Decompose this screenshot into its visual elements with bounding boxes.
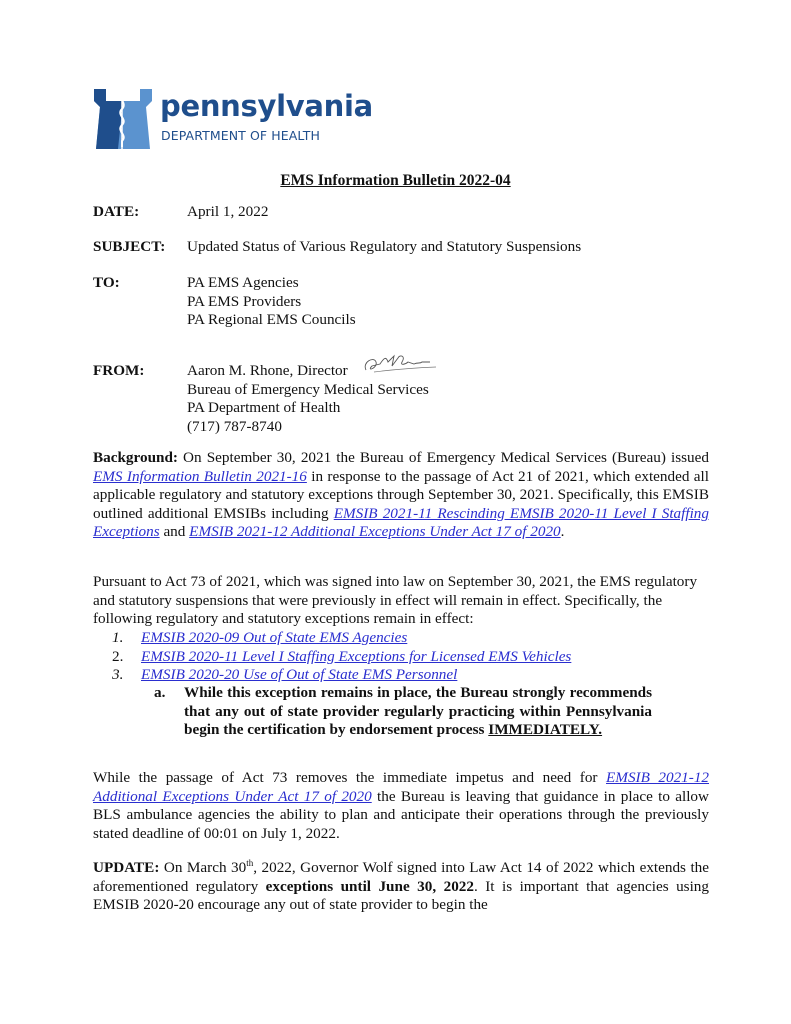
link-emsib-2021-12[interactable]: EMSIB 2021-12 Additional Exceptions Under Act 17 of 2020 [189,523,561,541]
from-value: Aaron M. Rhone, Director [187,362,348,379]
date-label: DATE: [93,203,140,220]
link-emsib-2021-12-second[interactable]: EMSIB 2021-12 Additional Exceptions Under Act 17 of 2020 [93,769,710,805]
pursuant-paragraph: Pursuant to Act 73 of 2021, which was signed into law on September 30, 2021, the EMS regulatory and statutory suspensions that were previously in effect will remain in effect. Specifically, the following regulatory and statutory exceptions remain in effect: [93,573,698,628]
page-title: EMS Information Bulletin 2022-04 [280,172,511,189]
signature-image [360,352,440,376]
update-text: . It is important that agencies using EMSIB 2020-20 encourage any out of state provider to begin the [93,877,709,914]
update-paragraph [93,859,709,915]
act73-text: the Bureau is leaving that guidance in place to allow BLS ambulance agencies the ability to plan and anticipate their operations through the previously stated deadline of 00:01 on July 1, 2022. [93,787,709,842]
list-number: 1. [112,629,124,646]
from-label: FROM: [93,362,145,379]
update-text: , 2022, Governor Wolf signed into Law Act 14 of 2022 which extends the aforementioned regulatory [93,859,710,895]
update-label: UPDATE: [93,859,160,876]
to-label: TO: [93,274,120,291]
link-emsib-2020-11[interactable]: EMSIB 2020-11 Level I Staffing Exceptions for Licensed EMS Vehicles [141,647,572,665]
list-item [112,648,712,667]
to-values [187,274,356,330]
to-value: PA EMS Agencies [187,274,299,291]
background-label: Background: [93,449,178,466]
from-value: Bureau of Emergency Medical Services [187,380,429,398]
exceptions-list [112,629,712,685]
from-value: PA Department of Health [187,399,341,416]
link-emsib-2020-09[interactable]: EMSIB 2020-09 Out of State EMS Agencies [141,629,408,646]
date-value: April 1, 2022 [187,203,269,220]
act73-paragraph [93,769,709,843]
link-emsib-2021-11[interactable]: EMSIB 2021-11 Rescinding EMSIB 2020-11 Level I Staffing Exceptions [93,504,709,541]
update-bold: exceptions until June 30, 2022 [265,877,474,895]
subject-label: SUBJECT: [93,238,166,255]
sub-item-emphasis: IMMEDIATELY. [488,721,603,739]
background-text: . [560,523,565,541]
background-text: in response to the passage of Act 21 of 2021, which extended all applicable regulatory and statutory exceptions through September 30, 2021. Specifically, this EMSIB outlined additional EMSIBs including [93,467,709,522]
background-paragraph [93,449,709,542]
to-value: PA EMS Providers [187,292,302,310]
sub-item-marker: a. [154,684,166,701]
subject-value: Updated Status of Various Regulatory and Statutory Suspensions [187,238,582,255]
background-text: and [159,523,190,541]
list-item [112,666,712,685]
link-emsib-2021-16[interactable]: EMS Information Bulletin 2021-16 [93,467,307,485]
list-number: 3. [112,666,124,684]
update-text: On March 30 [159,859,247,876]
list-number: 2. [112,647,124,665]
act73-text: While the passage of Act 73 removes the immediate impetus and need for [93,769,607,786]
pa-doh-logo [92,87,373,153]
update-superscript: th [246,857,254,868]
keystone-caduceus-icon [92,87,154,151]
list-item [112,629,712,648]
logo-wordmark: pennsylvania [160,89,373,123]
logo-department: DEPARTMENT OF HEALTH [161,128,320,143]
link-emsib-2020-20[interactable]: EMSIB 2020-20 Use of Out of State EMS Personnel [141,666,458,684]
from-value: (717) 787-8740 [187,417,282,435]
background-text: On September 30, 2021 the Bureau of Emergency Medical Services (Bureau) issued [177,449,709,466]
to-value: PA Regional EMS Councils [187,311,356,328]
sub-item-text: While this exception remains in place, the Bureau strongly recommends that any out of state provider regularly practicing within Pennsylvania begin the certification by endorsement process [184,684,652,739]
sub-item-a [154,684,652,740]
